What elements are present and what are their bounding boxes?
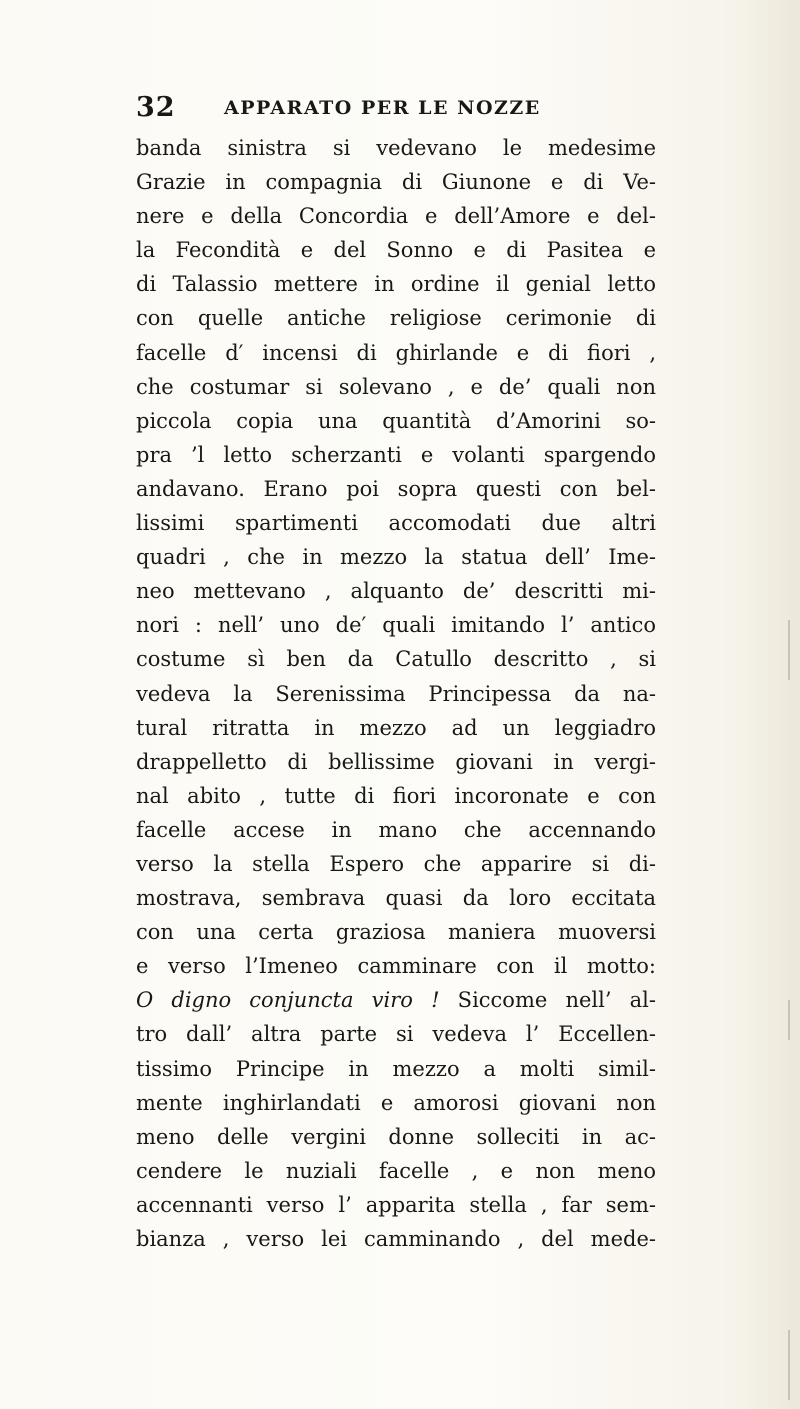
page-edge-mark xyxy=(788,1330,790,1400)
text-line: lissimi spartimenti accomodati due altri xyxy=(136,511,656,536)
text-line: drappelletto di bellissime giovani in vergi- xyxy=(136,749,656,774)
text-line: meno delle vergini donne solleciti in ac- xyxy=(136,1124,656,1149)
text-line: mostrava, sembrava quasi da loro eccitata xyxy=(136,886,656,911)
text-line: mente inghirlandati e amorosi giovani non xyxy=(136,1090,656,1115)
page-edge-mark xyxy=(788,1000,790,1040)
text-line-with-motto xyxy=(136,983,656,1017)
text-line: con quelle antiche religiose cerimonie di xyxy=(136,306,656,331)
text-line: piccola copia una quantità d’Amorini so- xyxy=(136,408,656,433)
text-line: nori : nell’ uno de′ quali imitando l’ antico xyxy=(136,613,656,638)
text-line: cendere le nuziali facelle , e non meno xyxy=(136,1158,656,1183)
text-line: verso la stella Espero che apparire si di- xyxy=(136,851,656,876)
text-line: neo mettevano , alquanto de’ descritti mi- xyxy=(136,579,656,604)
text-line: tissimo Principe in mezzo a molti simil- xyxy=(136,1056,656,1081)
text-line: che costumar si solevano , e de’ quali non xyxy=(136,374,656,399)
text-line: pra ’l letto scherzanti e volanti spargendo xyxy=(136,442,656,467)
text-line: quadri , che in mezzo la statua dell’ Ime- xyxy=(136,545,656,570)
motto: O digno conjuncta viro ! xyxy=(136,988,440,1013)
text-line: di Talassio mettere in ordine il genial letto xyxy=(136,272,656,297)
text-line: tural ritratta in mezzo ad un leggiadro xyxy=(136,715,656,740)
text-line: accennanti verso l’ apparita stella , far sem- xyxy=(136,1192,656,1217)
text-line: Grazie in compagnia di Giunone e di Ve- xyxy=(136,170,656,195)
page-number: 32 xyxy=(136,92,176,123)
running-title: APPARATO PER LE NOZZE xyxy=(224,97,541,119)
text-line: e verso l’Imeneo camminare con il motto: xyxy=(136,954,656,979)
text-line: con una certa graziosa maniera muoversi xyxy=(136,920,656,945)
text-line: facelle accese in mano che accennando xyxy=(136,817,656,842)
page-edge-mark xyxy=(788,620,790,680)
text-line: nere e della Concordia e dell’Amore e del- xyxy=(136,204,656,229)
text-fragment: Siccome nell’ al- xyxy=(439,988,656,1013)
text-line: costume sì ben da Catullo descritto , si xyxy=(136,647,656,672)
text-line: nal abito , tutte di fiori incoronate e con xyxy=(136,783,656,808)
running-head xyxy=(136,92,656,128)
text-line: facelle d′ incensi di ghirlande e di fiori , xyxy=(136,340,656,365)
text-line: vedeva la Serenissima Principessa da na- xyxy=(136,681,656,706)
text-line: tro dall’ altra parte si vedeva l’ Eccellen- xyxy=(136,1022,656,1047)
text-line: la Fecondità e del Sonno e di Pasitea e xyxy=(136,238,656,263)
text-line: banda sinistra si vedevano le medesime xyxy=(136,136,656,160)
text-line: bianza , verso lei camminando , del mede- xyxy=(136,1227,656,1251)
text-line: andavano. Erano poi sopra questi con bel- xyxy=(136,476,656,501)
body-text xyxy=(136,131,656,1256)
